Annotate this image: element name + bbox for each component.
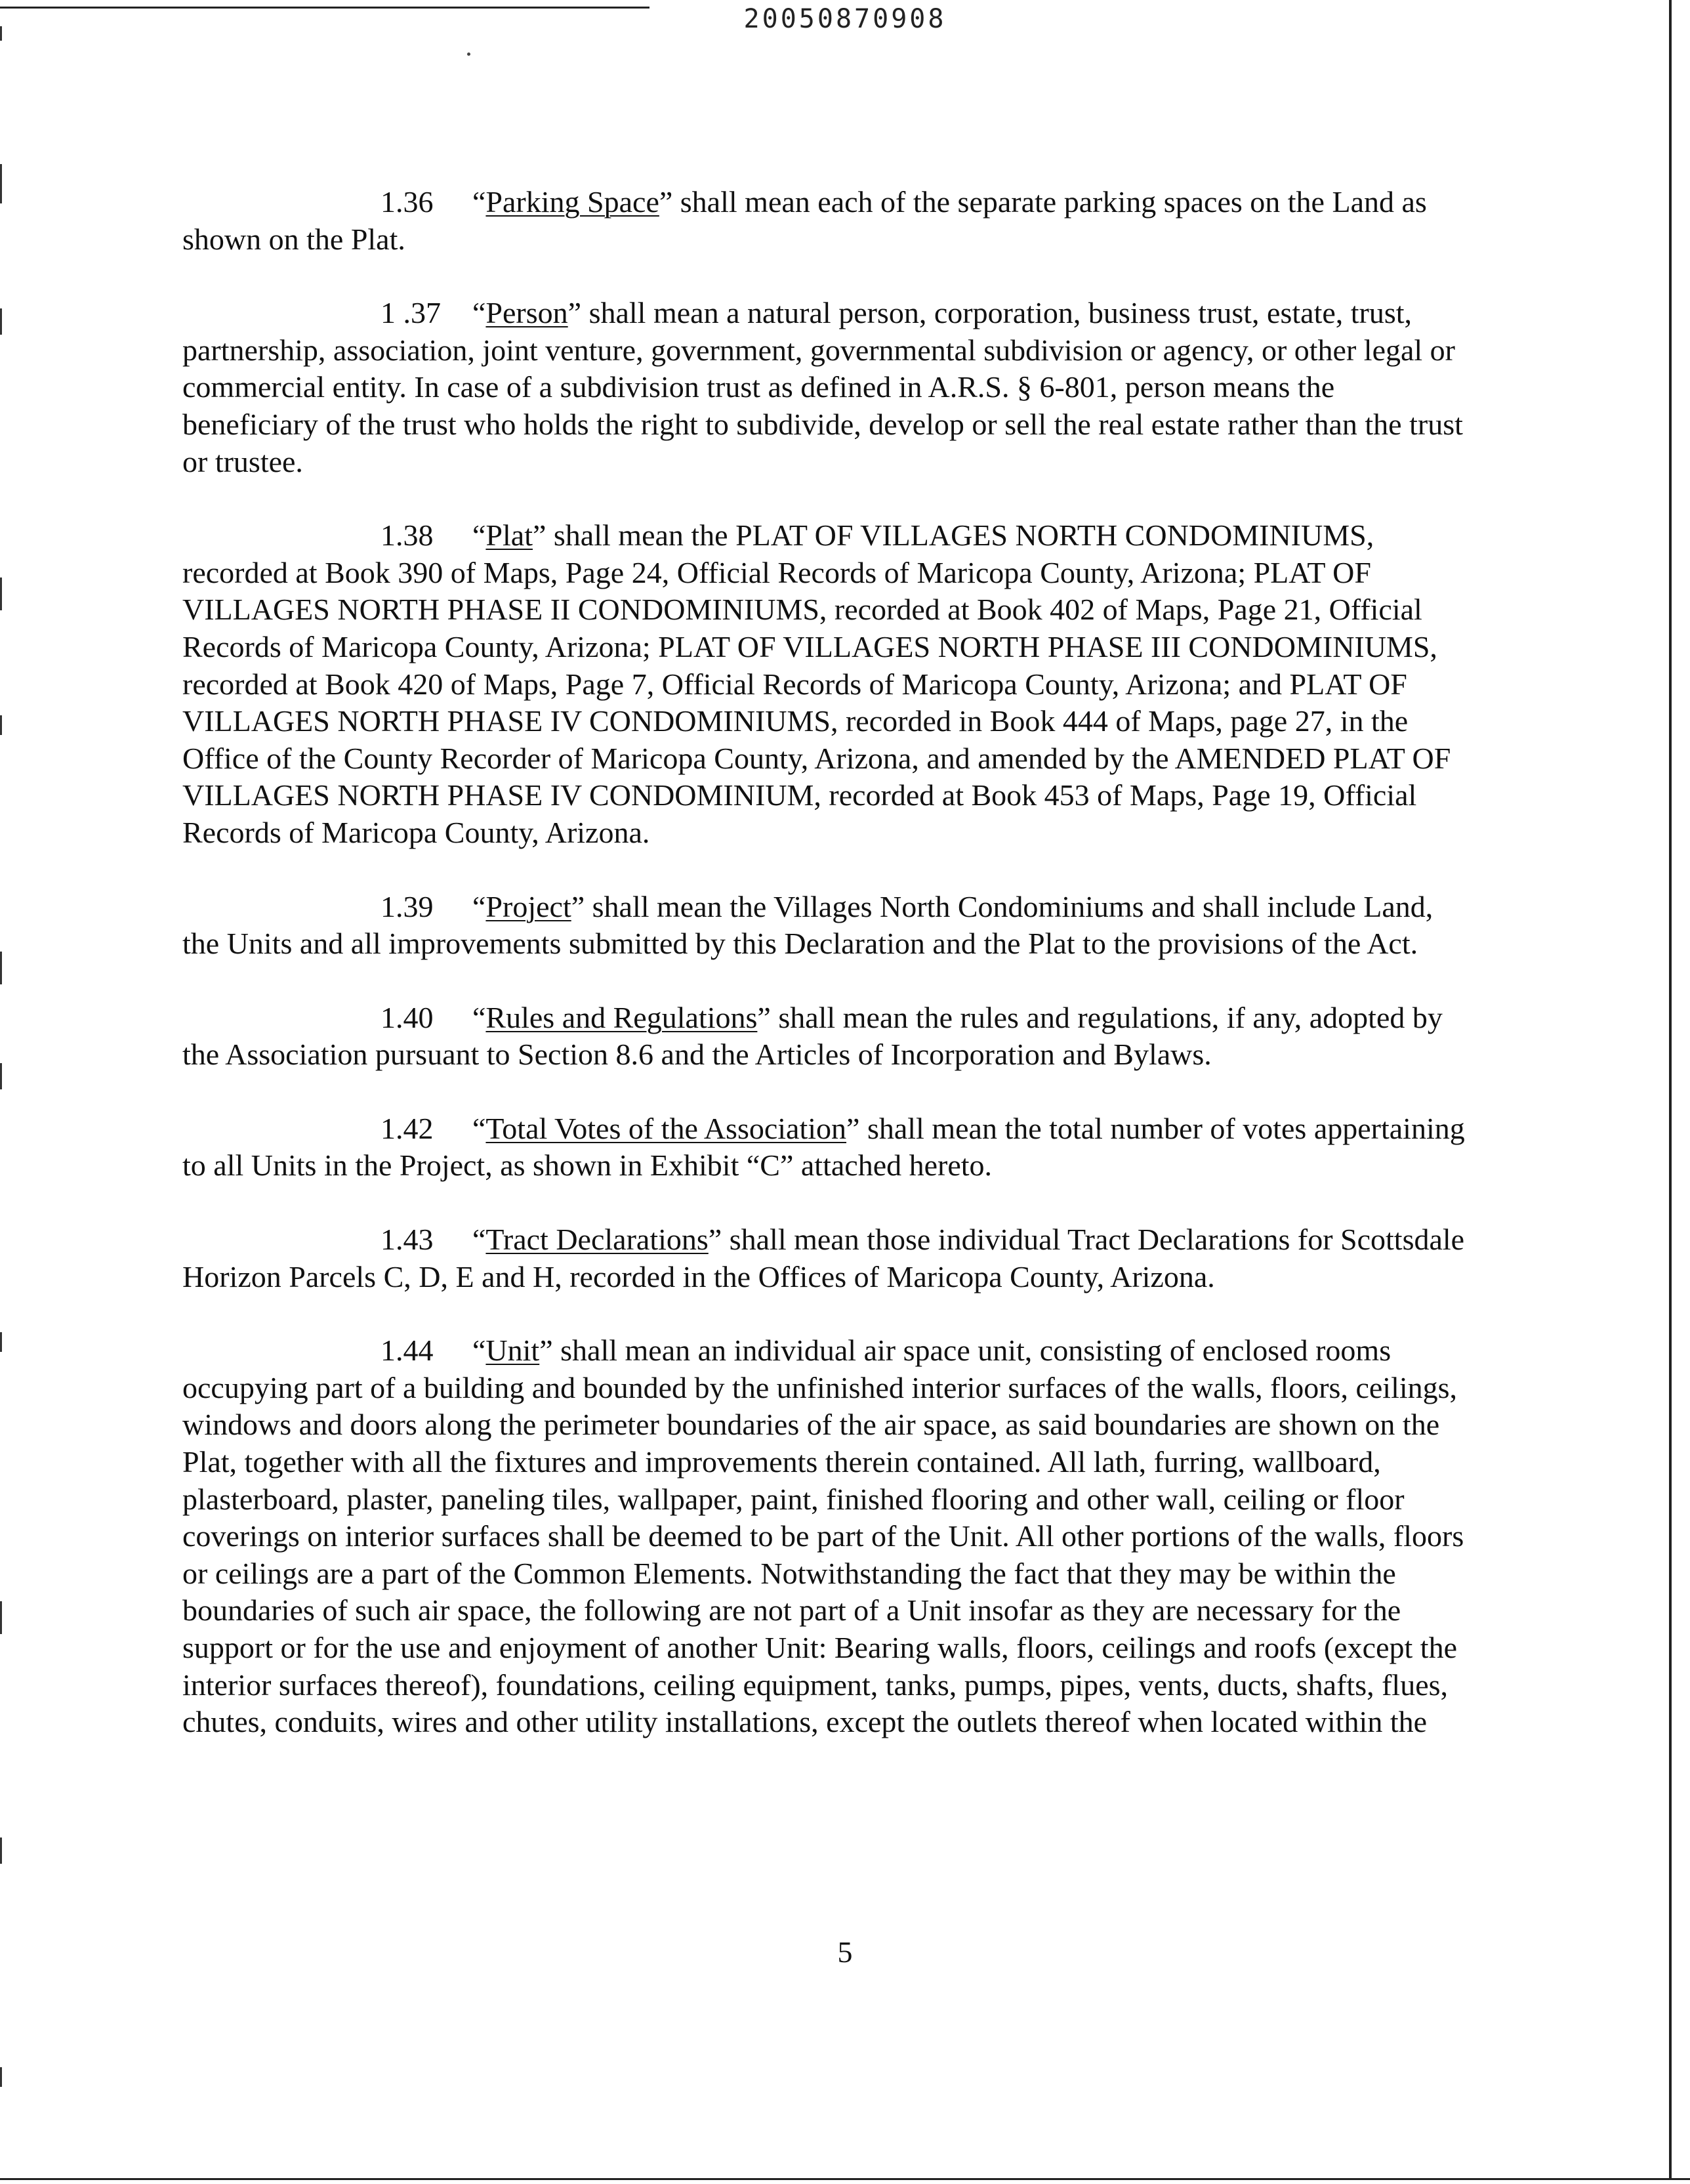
open-quote: “ <box>472 1111 486 1145</box>
scan-left-edge-marks <box>0 0 4 2184</box>
section-number: 1.39 <box>381 889 434 923</box>
open-quote: “ <box>472 1000 486 1034</box>
close-quote: ” <box>571 889 585 923</box>
section-1-44 <box>182 1332 1470 1741</box>
section-text: shall mean those individual Tract Declarations for Scottsdale Horizon Parcels C, D, E and H, recorded in the Offices of Maricopa County, Arizona. <box>182 1223 1465 1293</box>
section-number: 1.43 <box>381 1223 434 1257</box>
defined-term: Plat <box>485 518 533 553</box>
open-quote: “ <box>472 1223 486 1257</box>
section-1-38 <box>182 517 1470 851</box>
section-1-43 <box>182 1221 1470 1295</box>
defined-term: Rules and Regulations <box>485 1000 758 1034</box>
section-number: 1 .37 <box>381 296 441 330</box>
close-quote: ” <box>532 518 546 553</box>
section-text: shall mean each of the separate parking spaces on the Land as shown on the Plat. <box>182 185 1427 256</box>
section-number: 1.38 <box>381 518 434 553</box>
section-text: shall mean the Villages North Condominiums and shall include Land, the Units and all improvements submitted by this Declaration and the Plat to the provisions of the Act. <box>182 889 1433 961</box>
section-text: shall mean the PLAT OF VILLAGES NORTH CONDOMINIUMS, recorded at Book 390 of Maps, Page 24, Official Records of Maricopa County, Arizona; PLAT OF VILLAGES NORTH PHASE II CONDOMINIUMS, recorded at Book 402 of Maps, Page 21, Official Records of Maricopa County, Arizona; PLAT OF VILLAGES NORTH PHASE III CONDOMINIUMS, recorded at Book 420 of Maps, Page 7, Official Records of Maricopa County, Arizona; and PLAT OF VILLAGES NORTH PHASE IV CONDOMINIUMS, recorded in Book 444 of Maps, page 27, in the Office of the County Recorder of Maricopa County, Arizona, and amended by the AMENDED PLAT OF VILLAGES NORTH PHASE IV CONDOMINIUM, recorded at Book 453 of Maps, Page 19, Official Records of Maricopa County, Arizona. <box>182 518 1451 849</box>
section-number: 1.44 <box>381 1334 434 1368</box>
open-quote: “ <box>472 1334 486 1368</box>
section-text: shall mean an individual air space unit, consisting of enclosed rooms occupying part of a building and bounded by the unfinished interior surfaces of the walls, floors, ceilings, windows and doors along the perimeter boundaries of the air space, as said boundaries are shown on the Plat, together with all the fixtures and improvements therein contained. All lath, furring, wallboard, plasterboard, plaster, paneling tiles, wallpaper, paint, finished flooring and other wall, ceiling or floor coverings on interior surfaces shall be deemed to be part of the Unit. All other portions of the walls, floors or ceilings are a part of the Common Elements. Notwithstanding the fact that they may be within the boundaries of such air space, the following are not part of a Unit insofar as they are necessary for the support or for the use and enjoyment of another Unit: Bearing walls, floors, ceilings and roofs (except the interior surfaces thereof), foundations, ceiling equipment, tanks, pumps, pipes, vents, ducts, shafts, flues, chutes, conduits, wires and other utility installations, except the outlets thereof when located within the <box>182 1334 1464 1739</box>
defined-term: Total Votes of the Association <box>485 1111 847 1145</box>
scan-speck <box>467 52 470 56</box>
close-quote: ” <box>567 296 582 330</box>
section-1-40 <box>182 999 1470 1074</box>
page-number: 5 <box>837 1935 853 1969</box>
close-quote: ” <box>659 185 673 219</box>
defined-term: Unit <box>485 1334 540 1368</box>
defined-term: Project <box>485 889 571 923</box>
section-1-39 <box>182 889 1470 963</box>
defined-term: Tract Declarations <box>485 1223 709 1257</box>
close-quote: ” <box>846 1111 860 1145</box>
scan-bottom-edge-line <box>0 2178 1690 2180</box>
open-quote: “ <box>472 889 486 923</box>
section-number: 1.36 <box>381 185 434 219</box>
section-text: shall mean the rules and regulations, if any, adopted by the Association pursuant to Section 8.6 and the Articles of Incorporation and Bylaws. <box>182 1000 1443 1072</box>
section-number: 1.42 <box>381 1111 434 1145</box>
open-quote: “ <box>472 518 486 553</box>
section-1-36 <box>182 184 1470 258</box>
section-text: shall mean a natural person, corporation, business trust, estate, trust, partnership, association, joint venture, government, governmental subdivision or agency, or other legal or commercial entity. In case of a subdivision trust as defined in A.R.S. § 6-801, person means the beneficiary of the trust who holds the right to subdivide, develop or sell the real estate rather than the trust or trustee. <box>182 296 1463 478</box>
section-number: 1.40 <box>381 1000 434 1034</box>
defined-term: Parking Space <box>485 185 659 219</box>
section-text: shall mean the total number of votes appertaining to all Units in the Project, as shown in Exhibit “C” attached hereto. <box>182 1111 1465 1183</box>
section-1-37 <box>182 295 1470 480</box>
open-quote: “ <box>472 296 486 330</box>
open-quote: “ <box>472 185 486 219</box>
defined-term: Person <box>485 296 568 330</box>
recording-number-stamp: 20050870908 <box>743 4 947 34</box>
section-1-42 <box>182 1110 1470 1185</box>
scan-right-edge-line <box>1669 0 1672 2179</box>
close-quote: ” <box>757 1000 771 1034</box>
document-body <box>182 184 1470 1778</box>
close-quote: ” <box>708 1223 722 1257</box>
close-quote: ” <box>539 1334 553 1368</box>
